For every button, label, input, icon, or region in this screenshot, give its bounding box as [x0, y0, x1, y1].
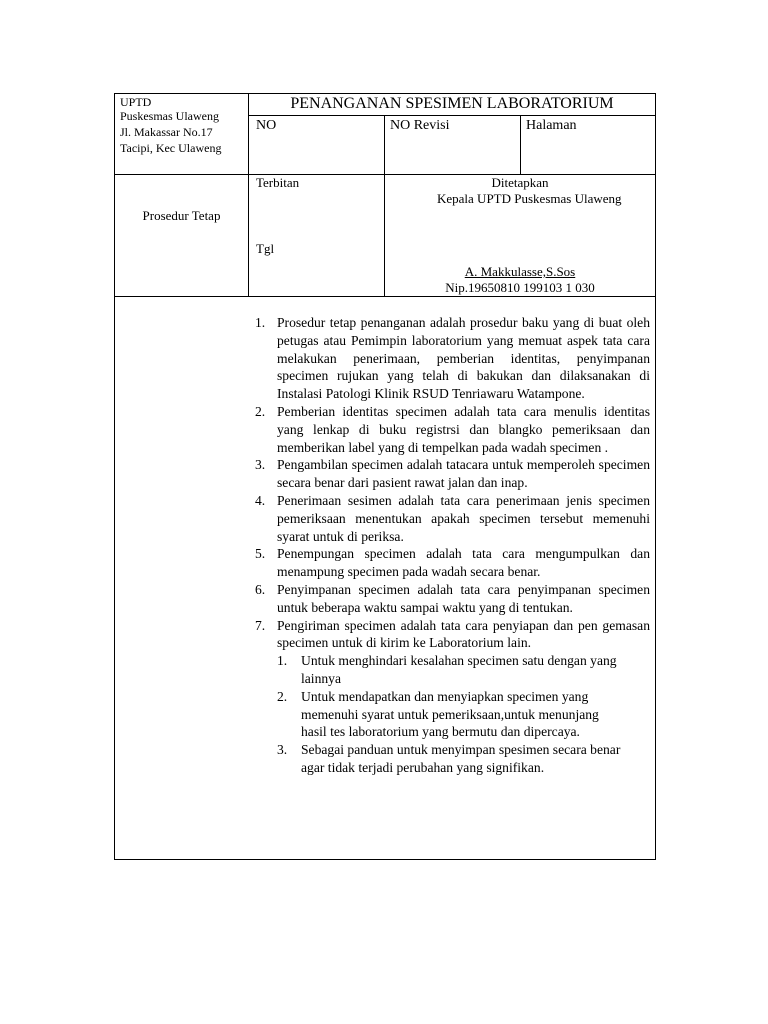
sub-item-number: 3.: [277, 742, 288, 758]
terbitan-label: Terbitan: [256, 175, 300, 190]
sub-item-text: Untuk mendapatkan dan menyiapkan specimen yang memenuhi syarat untuk pemeriksaan,untuk menunjang hasil tes laboratorium yang bermutu dan dipercaya.: [301, 688, 599, 740]
signatory-nip: Nip.19650810 199103 1 030: [445, 280, 595, 295]
item-number: 6.: [255, 581, 266, 597]
column-divider: [248, 94, 249, 296]
sub-list-item: [277, 741, 627, 777]
no-label: NO: [256, 118, 277, 133]
list-item: [255, 581, 650, 617]
procedure-content: [255, 314, 650, 777]
org-line: UPTD: [120, 95, 152, 109]
item-text: Penyimpanan specimen adalah tata cara penyimpanan specimen untuk beberapa waktu sampai waktu yang di tentukan.: [277, 581, 650, 615]
list-item: [255, 492, 650, 545]
sub-item-text: Sebagai panduan untuk menyimpan spesimen secara benar agar tidak terjadi perubahan yang signifikan.: [301, 742, 621, 775]
sub-item-number: 1.: [277, 653, 288, 669]
org-line: Tacipi, Kec Ulaweng: [120, 141, 222, 155]
procedure-label: Prosedur Tetap: [142, 208, 221, 223]
item-text: Pengambilan specimen adalah tatacara untuk memperoleh specimen secara benar dari pasient rawat jalan dan inap.: [277, 457, 650, 491]
tgl-label: Tgl: [256, 241, 275, 256]
list-item: [255, 617, 650, 653]
list-item: [255, 314, 650, 403]
sub-item-text: Untuk menghindari kesalahan specimen satu dengan yang lainnya: [301, 653, 617, 686]
item-number: 4.: [255, 492, 266, 508]
item-number: 7.: [255, 617, 266, 633]
item-text: Pengiriman specimen adalah tata cara penyiapan dan pen gemasan specimen untuk di kirim ke Laboratorium lain.: [277, 617, 650, 651]
sub-item-number: 2.: [277, 688, 288, 704]
item-number: 5.: [255, 546, 266, 562]
item-number: 1.: [255, 315, 266, 330]
approval-bottom-line: [115, 296, 655, 297]
sub-list-item: [277, 652, 627, 688]
sop-document: [114, 93, 656, 860]
list-item: [255, 545, 650, 581]
list-item: [255, 403, 650, 456]
item-text: Prosedur tetap penanganan adalah prosedur baku yang di buat oleh petugas atau Pemimpin laboratorium yang memuat aspek tata cara melakukan penerimaan, pemberian identitas, penyimpanan specimen rujukan yang telah di bakukan dan dilaksanakan di Instalasi Patologi Klinik RSUD Tenriawaru Watampone.: [277, 315, 650, 402]
sub-list-item: [277, 688, 627, 741]
no-revisi-label: NO Revisi: [390, 118, 450, 133]
document-title: PENANGANAN SPESIMEN LABORATORIUM: [290, 95, 614, 112]
item-number: 3.: [255, 457, 266, 473]
item-text: Penempungan specimen adalah tata cara mengumpulkan dan menampung specimen pada wadah secara benar.: [277, 546, 650, 580]
item-text: Pemberian identitas specimen adalah tata cara menulis identitas yang lenkap di buku registrsi dan blangko pemeriksaan dan memberikan label yang di tempelkan pada wadah specimen .: [277, 403, 650, 455]
item-text: Penerimaan sesimen adalah tata cara penerimaan jenis specimen pemeriksaan menentukan apakah specimen tersebut memenuhi syarat untuk di periksa.: [277, 492, 650, 544]
list-item: [255, 456, 650, 492]
halaman-divider: [520, 116, 521, 175]
org-line: Jl. Makassar No.17: [120, 125, 213, 139]
item-number: 2.: [255, 403, 266, 419]
title-underline: [249, 115, 655, 116]
ditetapkan-label: Ditetapkan: [491, 175, 549, 190]
approver-position: Kepala UPTD Puskesmas Ulaweng: [437, 191, 622, 206]
halaman-label: Halaman: [526, 118, 577, 133]
org-line: Puskesmas Ulaweng: [120, 109, 219, 123]
signatory-name: A. Makkulasse,S.Sos: [464, 264, 576, 279]
